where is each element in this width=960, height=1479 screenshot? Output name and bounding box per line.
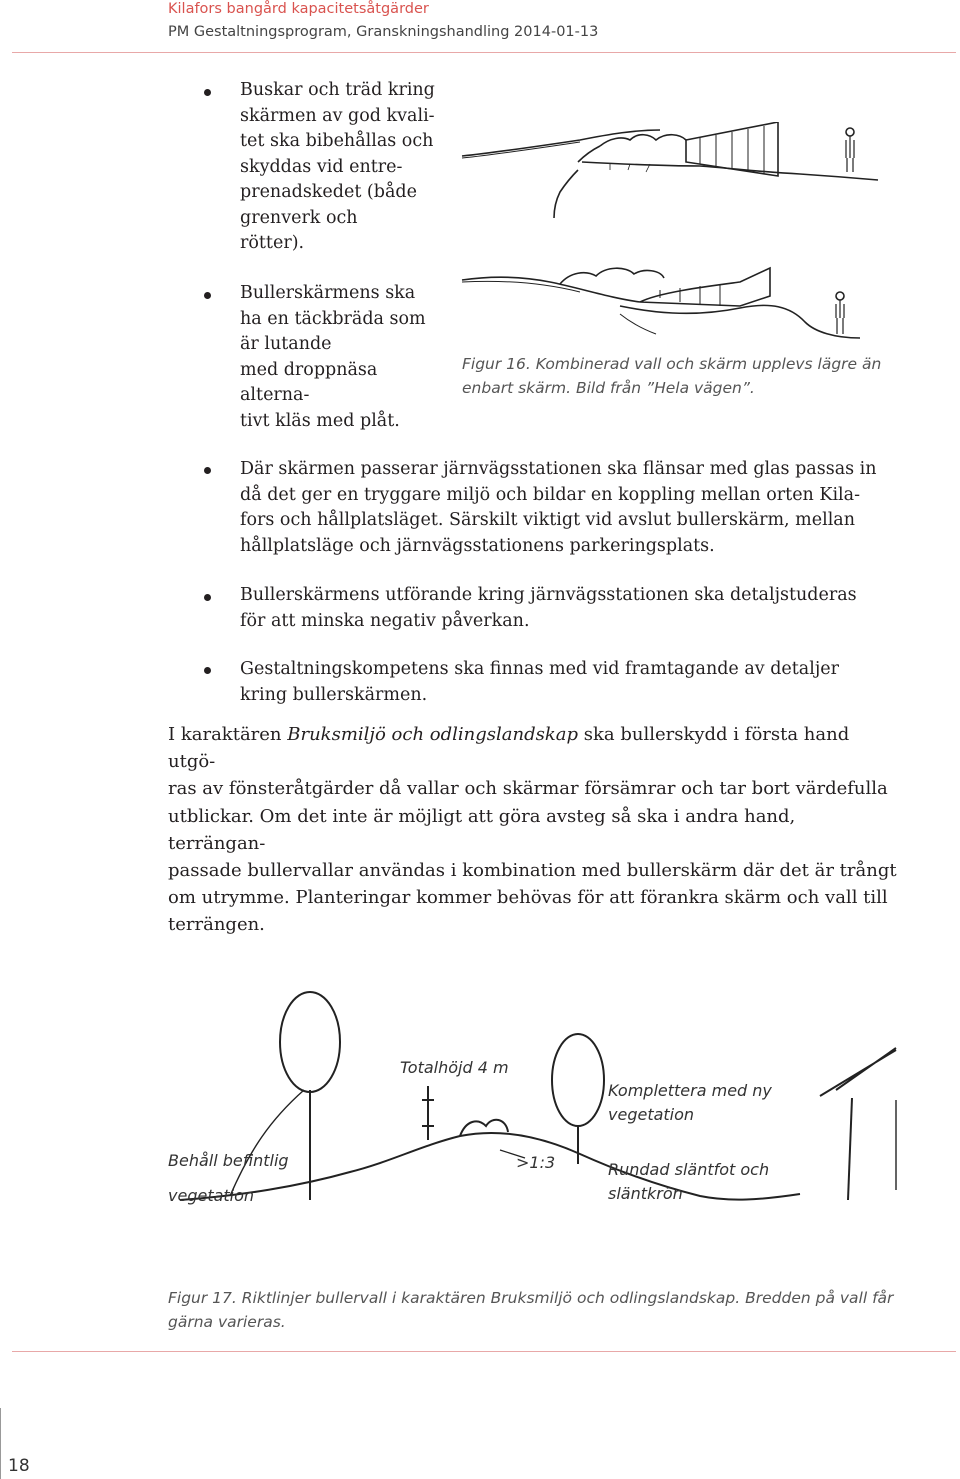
figure16-sketch-embankment <box>460 262 880 342</box>
text-line: tivt kläs med plåt. <box>240 410 400 431</box>
emphasis-text: Bruksmiljö och odlingslandskap <box>287 724 579 745</box>
text-line <box>168 721 898 775</box>
page-margin-line <box>0 1408 1 1479</box>
label-keep-1: Behåll befintlig <box>168 1151 289 1170</box>
document-subtitle: PM Gestaltningsprogram, Granskningshandling 2014-01-13 <box>168 24 599 40</box>
figure16-caption <box>462 352 932 400</box>
text-line: skyddas vid entre- <box>240 156 403 177</box>
text-line: om utrymme. Planteringar kommer behövas för att förankra skärm och vall till <box>168 887 888 909</box>
text-line: med droppnäsa <box>240 359 378 380</box>
page-number: 18 <box>8 1456 30 1476</box>
figure17-sketch <box>160 950 900 1230</box>
text-line: är lutande <box>240 334 332 354</box>
text-line: Buskar och träd kring <box>240 80 435 100</box>
text-line: då det ger en tryggare miljö och bildar en koppling mellan orten Kila- <box>240 484 860 505</box>
caption-line: enbart skärm. Bild från ”Hela vägen”. <box>462 379 755 397</box>
document-title: Kilafors bangård kapacitetsåtgärder <box>168 1 429 17</box>
text-line: tet ska bibehållas och <box>240 131 434 151</box>
text-line: hållplatsläge och järnvägsstationens parkeringsplats. <box>240 535 715 556</box>
label-line: släntkrön <box>608 1184 683 1203</box>
caption-line: Figur 17. Riktlinjer bullervall i karaktären Bruksmiljö och odlingslandskap. Bredden på vall får <box>168 1289 894 1307</box>
text-span: I karaktären <box>168 724 288 745</box>
text-line: rötter). <box>240 233 305 253</box>
text-line: ha en täckbräda som <box>240 308 426 329</box>
label-line: Rundad släntfot och <box>608 1160 770 1179</box>
text-line: ras av fönsteråtgärder då vallar och skärmar försämrar och tar bort värdefulla <box>168 778 888 800</box>
bullet-icon <box>204 292 211 299</box>
label-rounded <box>608 1158 769 1206</box>
side-bullet-1 <box>240 78 440 257</box>
label-total-height: Totalhöjd 4 m <box>400 1058 509 1077</box>
bullet-icon <box>204 467 211 474</box>
text-line: skärmen av god kvali- <box>240 105 435 126</box>
text-line: prenadskedet (både <box>240 182 417 202</box>
text-line: för att minska negativ påverkan. <box>240 610 530 631</box>
text-line: Bullerskärmens utförande kring järnvägsstationen ska detaljstuderas <box>240 585 857 605</box>
text-line: passade bullervallar användas i kombination med bullerskärm där det är trångt <box>168 860 897 882</box>
text-line: utblickar. Om det inte är möjligt att göra avsteg så ska i andra hand, terrängan- <box>168 805 796 854</box>
bullet-icon <box>204 89 211 96</box>
caption-line: Figur 16. Kombinerad vall och skärm upplevs lägre än <box>462 355 882 373</box>
side-bullet-2 <box>240 281 440 434</box>
header-divider <box>12 52 956 53</box>
figure17-caption <box>168 1286 908 1334</box>
text-line: grenverk och <box>240 207 358 228</box>
bullet-1 <box>240 457 900 559</box>
text-line: alterna- <box>240 385 310 405</box>
text-line: Bullerskärmens ska <box>240 283 416 303</box>
text-line: fors och hållplatsläget. Särskilt viktigt vid avslut bullerskärm, mellan <box>240 510 856 530</box>
text-line: Gestaltningskompetens ska finnas med vid framtagande av detaljer <box>240 659 839 679</box>
bullet-3 <box>240 657 900 708</box>
text-line: kring bullerskärmen. <box>240 684 428 705</box>
caption-line: gärna varieras. <box>168 1313 286 1331</box>
bullet-icon <box>204 594 211 601</box>
footer-divider <box>12 1351 956 1352</box>
text-line: terrängen. <box>168 914 265 936</box>
text-line: Där skärmen passerar järnvägsstationen ska flänsar med glas passas in <box>240 459 877 479</box>
label-line: Komplettera med ny <box>608 1081 772 1100</box>
label-line: vegetation <box>608 1105 695 1124</box>
figure16-sketch-screen <box>460 122 880 222</box>
label-slope: >1:3 <box>516 1153 556 1172</box>
body-paragraph <box>168 721 898 939</box>
text-span: ska bullerskydd i första hand utgö- <box>168 724 850 773</box>
bullet-2 <box>240 583 900 634</box>
label-complement <box>608 1079 772 1127</box>
bullet-icon <box>204 667 211 674</box>
label-keep-2: vegetation <box>168 1186 255 1205</box>
